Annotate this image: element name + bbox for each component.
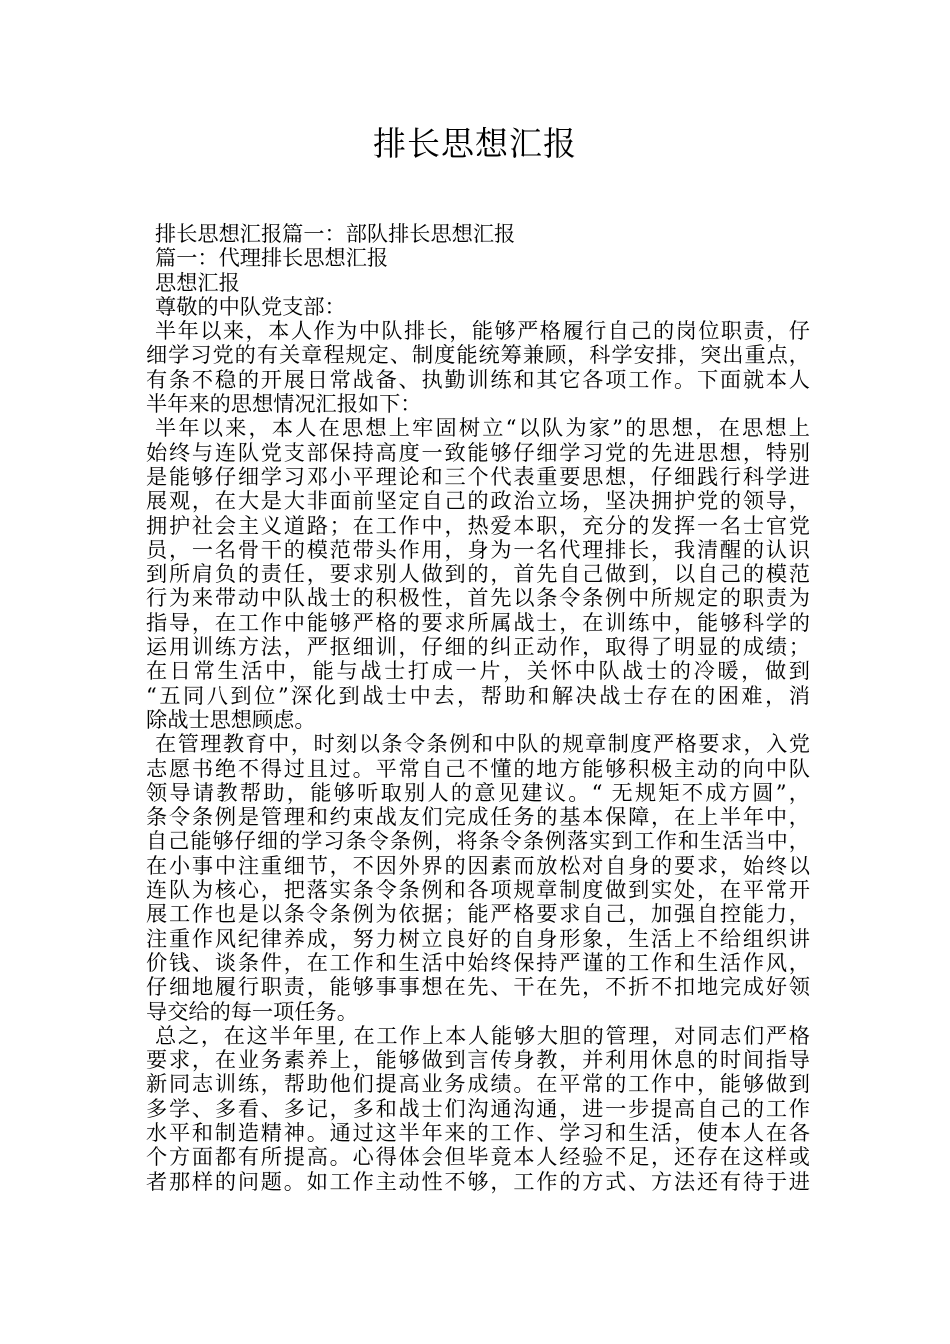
text-line: 注重作风纪律养成，努力树立良好的自身形象，生活上不给组织讲 (146, 925, 810, 951)
text-line: 是能够仔细学习邓小平理论和三个代表重要思想，仔细践行科学进 (146, 463, 810, 489)
text-line: 半年以来，本人作为中队排长，能够严格履行自己的岗位职责，仔 (155, 318, 810, 344)
text-line: 始终与连队党支部保持高度一致能够仔细学习党的先进思想，特别 (146, 439, 810, 465)
document-body (146, 222, 810, 1194)
text-line: 个方面都有所提高。心得体会但毕竟本人经验不足，还存在这样或 (146, 1144, 810, 1170)
text-line: 指导，在工作中能够严格的要求所属战士，在训练中，能够科学的 (146, 609, 810, 635)
text-line: 有条不稳的开展日常战备、执勤训练和其它各项工作。下面就本人 (146, 366, 810, 392)
text-line: 自己能够仔细的学习条令条例，将条令条例落实到工作和生活当中， (146, 828, 810, 854)
text-line: 条令条例是管理和约束战友们完成任务的基本保障，在上半年中， (146, 804, 810, 830)
text-line: “五同八到位”深化到战士中去，帮助和解决战士存在的困难，消 (146, 682, 810, 708)
text-line: 排长思想汇报篇一：部队排长思想汇报 (155, 221, 516, 246)
text-line: 新同志训练，帮助他们提高业务成绩。在平常的工作中，能够做到 (146, 1071, 810, 1097)
text-line: 拥护社会主义道路；在工作中，热爱本职，充分的发挥一名士官党 (146, 512, 810, 538)
text-line: 在小事中注重细节，不因外界的因素而放松对自身的要求，始终以 (146, 852, 810, 878)
text-line: 多学、多看、多记，多和战士们沟通沟通，进一步提高自己的工作 (146, 1095, 810, 1121)
text-line: 思想汇报 (155, 269, 240, 295)
text-line: 者那样的问题。如工作主动性不够，工作的方式、方法还有待于进 (146, 1168, 810, 1194)
text-line: 在日常生活中，能与战士打成一片，关怀中队战士的冷暖，做到 (146, 658, 810, 684)
text-line: 尊敬的中队党支部： (155, 293, 346, 319)
text-line: 总之，在这半年里, 在工作上本人能够大胆的管理，对同志们严格 (155, 1022, 810, 1048)
text-line: 细学习党的有关章程规定、制度能统筹兼顾，科学安排，突出重点， (146, 342, 810, 368)
text-line: 半年来的思想情况汇报如下： (146, 391, 422, 417)
text-line: 价钱、谈条件，在工作和生活中始终保持严谨的工作和生活作风， (146, 949, 810, 975)
text-line: 在管理教育中，时刻以条令条例和中队的规章制度严格要求，入党 (155, 731, 810, 757)
text-line: 领导请教帮助，能够听取别人的意见建议。“ 无规矩不成方圆”， (146, 779, 810, 805)
text-line: 志愿书绝不得过且过。平常自己不懂的地方能够积极主动的向中队 (146, 755, 810, 781)
text-line: 篇一：代理排长思想汇报 (155, 245, 389, 271)
text-line: 行为来带动中队战士的积极性，首先以条令条例中所规定的职责为 (146, 585, 810, 611)
text-line: 导交给的每一项任务。 (146, 998, 358, 1024)
text-line: 展工作也是以条令条例为依据；能严格要求自己，加强自控能力， (146, 901, 810, 927)
text-line: 运用训练方法，严抠细训，仔细的纠正动作，取得了明显的成绩； (146, 634, 810, 660)
text-line: 仔细地履行职责，能够事事想在先、干在先，不折不扣地完成好领 (146, 974, 810, 1000)
text-line: 展观，在大是大非面前坚定自己的政治立场，坚决拥护党的领导， (146, 488, 810, 514)
document-title: 排长思想汇报 (373, 124, 577, 163)
text-line: 要求，在业务素养上，能够做到言传身教，并利用休息的时间指导 (146, 1047, 810, 1073)
text-line: 半年以来，本人在思想上牢固树立“以队为家”的思想，在思想上 (155, 415, 810, 441)
text-line: 员，一名骨干的模范带头作用，身为一名代理排长，我清醒的认识 (146, 536, 810, 562)
text-line: 水平和制造精神。通过这半年来的工作、学习和生活，使本人在各 (146, 1119, 810, 1145)
text-line: 到所肩负的责任，要求别人做到的，首先自己做到，以自己的模范 (146, 561, 810, 587)
text-line: 除战士思想顾虑。 (146, 706, 316, 732)
text-line: 连队为核心，把落实条令条例和各项规章制度做到实处，在平常开 (146, 877, 810, 903)
